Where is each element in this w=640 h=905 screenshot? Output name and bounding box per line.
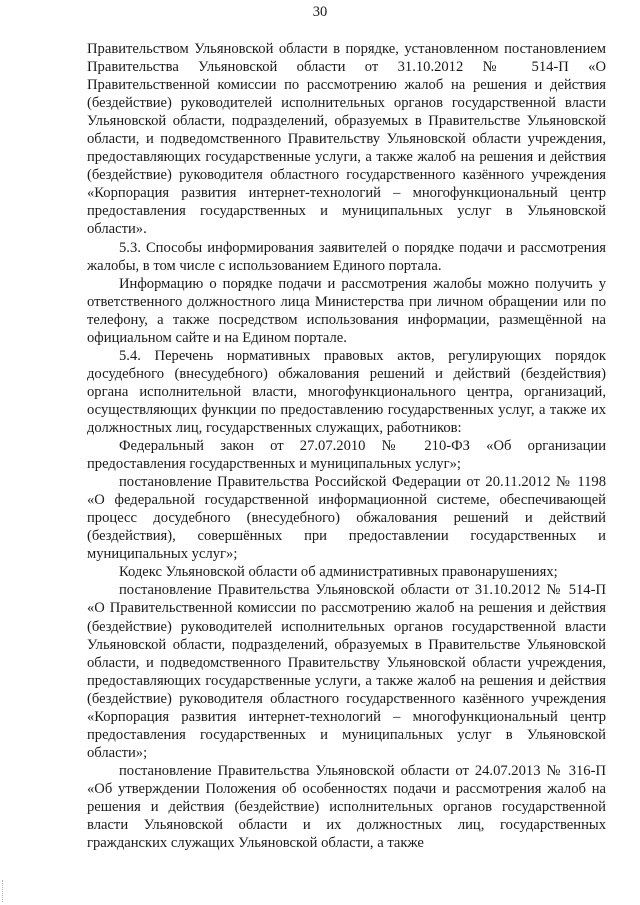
paragraph-section-5-4: 5.4. Перечень нормативных правовых актов, регулирующих порядок досудебного (внесудебного) обжалования решений и действий (бездействия) органа исполнительной власти, многофункционального центра, организаций, осуществляющих функции по предоставлению государственных услуг, а также их должностных лиц, государственных служащих, работников:: [87, 347, 606, 436]
paragraph-resolution-1198: постановление Правительства Российской Федерации от 20.11.2012 № 1198 «О федеральной государственной информационной системе, обеспечивающей процесс досудебного (внесудебного) обжалования решений и действий (бездействия), совершённых при предоставлении государственных и муниципальных услуг»;: [87, 474, 606, 563]
document-body: [87, 40, 606, 852]
paragraph-continuation: Правительством Ульяновской области в порядке, установленном постановлением Правительства Ульяновской области от 31.10.2012 № 514-П «О Правительственной комиссии по рассмотрению жалоб на решения и действия (бездействие) руководителей исполнительных органов государственной власти Ульяновской области, подразделений, образуемых в Правительстве Ульяновской области, и подведомственного Правительству Ульяновской области учреждения, предоставляющих государственные услуги, а также жалоб на решения и действия (бездействие) руководителя областного государственного казённого учреждения «Корпорация развития интернет-технологий – многофункциональный центр предоставления государственных и муниципальных услуг в Ульяновской области».: [87, 41, 606, 238]
page-number: 30: [312, 4, 328, 20]
paragraph-resolution-514: постановление Правительства Ульяновской области от 31.10.2012 № 514-П «О Правительственной комиссии по рассмотрению жалоб на решения и действия (бездействие) руководителей исполнительных органов государственной власти Ульяновской области, подразделений, образуемых в Правительстве Ульяновской области, и подведомственного Правительству Ульяновской области учреждения, предоставляющих государственные услуги, а также жалоб на решения и действия (бездействие) руководителя областного государственного казённого учреждения «Корпорация развития интернет-технологий – многофункциональный центр предоставления государственных и муниципальных услуг в Ульяновской области»;: [87, 582, 606, 761]
paragraph-resolution-316: постановление Правительства Ульяновской области от 24.07.2013 № 316-П «Об утверждении Положения об особенностях подачи и рассмотрения жалоб на решения и действия (бездействие) исполнительных органов государственной власти Ульяновской области и их должностных лиц, государственных гражданских служащих Ульяновской области, а также: [87, 762, 606, 852]
scan-margin-mark: [2, 880, 11, 902]
paragraph-section-5-3: 5.3. Способы информирования заявителей о порядке подачи и рассмотрения жалобы, в том числе с использованием Единого портала.: [87, 239, 606, 274]
paragraph-code: Кодекс Ульяновской области об административных правонарушениях;: [119, 564, 558, 581]
paragraph-info: Информацию о порядке подачи и рассмотрения жалобы можно получить у ответственного должностного лица Министерства при личном обращении или по телефону, а также посредством использования информации, размещённой на официальном сайте и на Едином портале.: [87, 275, 606, 346]
paragraph-federal-law-210: Федеральный закон от 27.07.2010 № 210-ФЗ «Об организации предоставления государственных и муниципальных услуг»;: [87, 438, 606, 473]
